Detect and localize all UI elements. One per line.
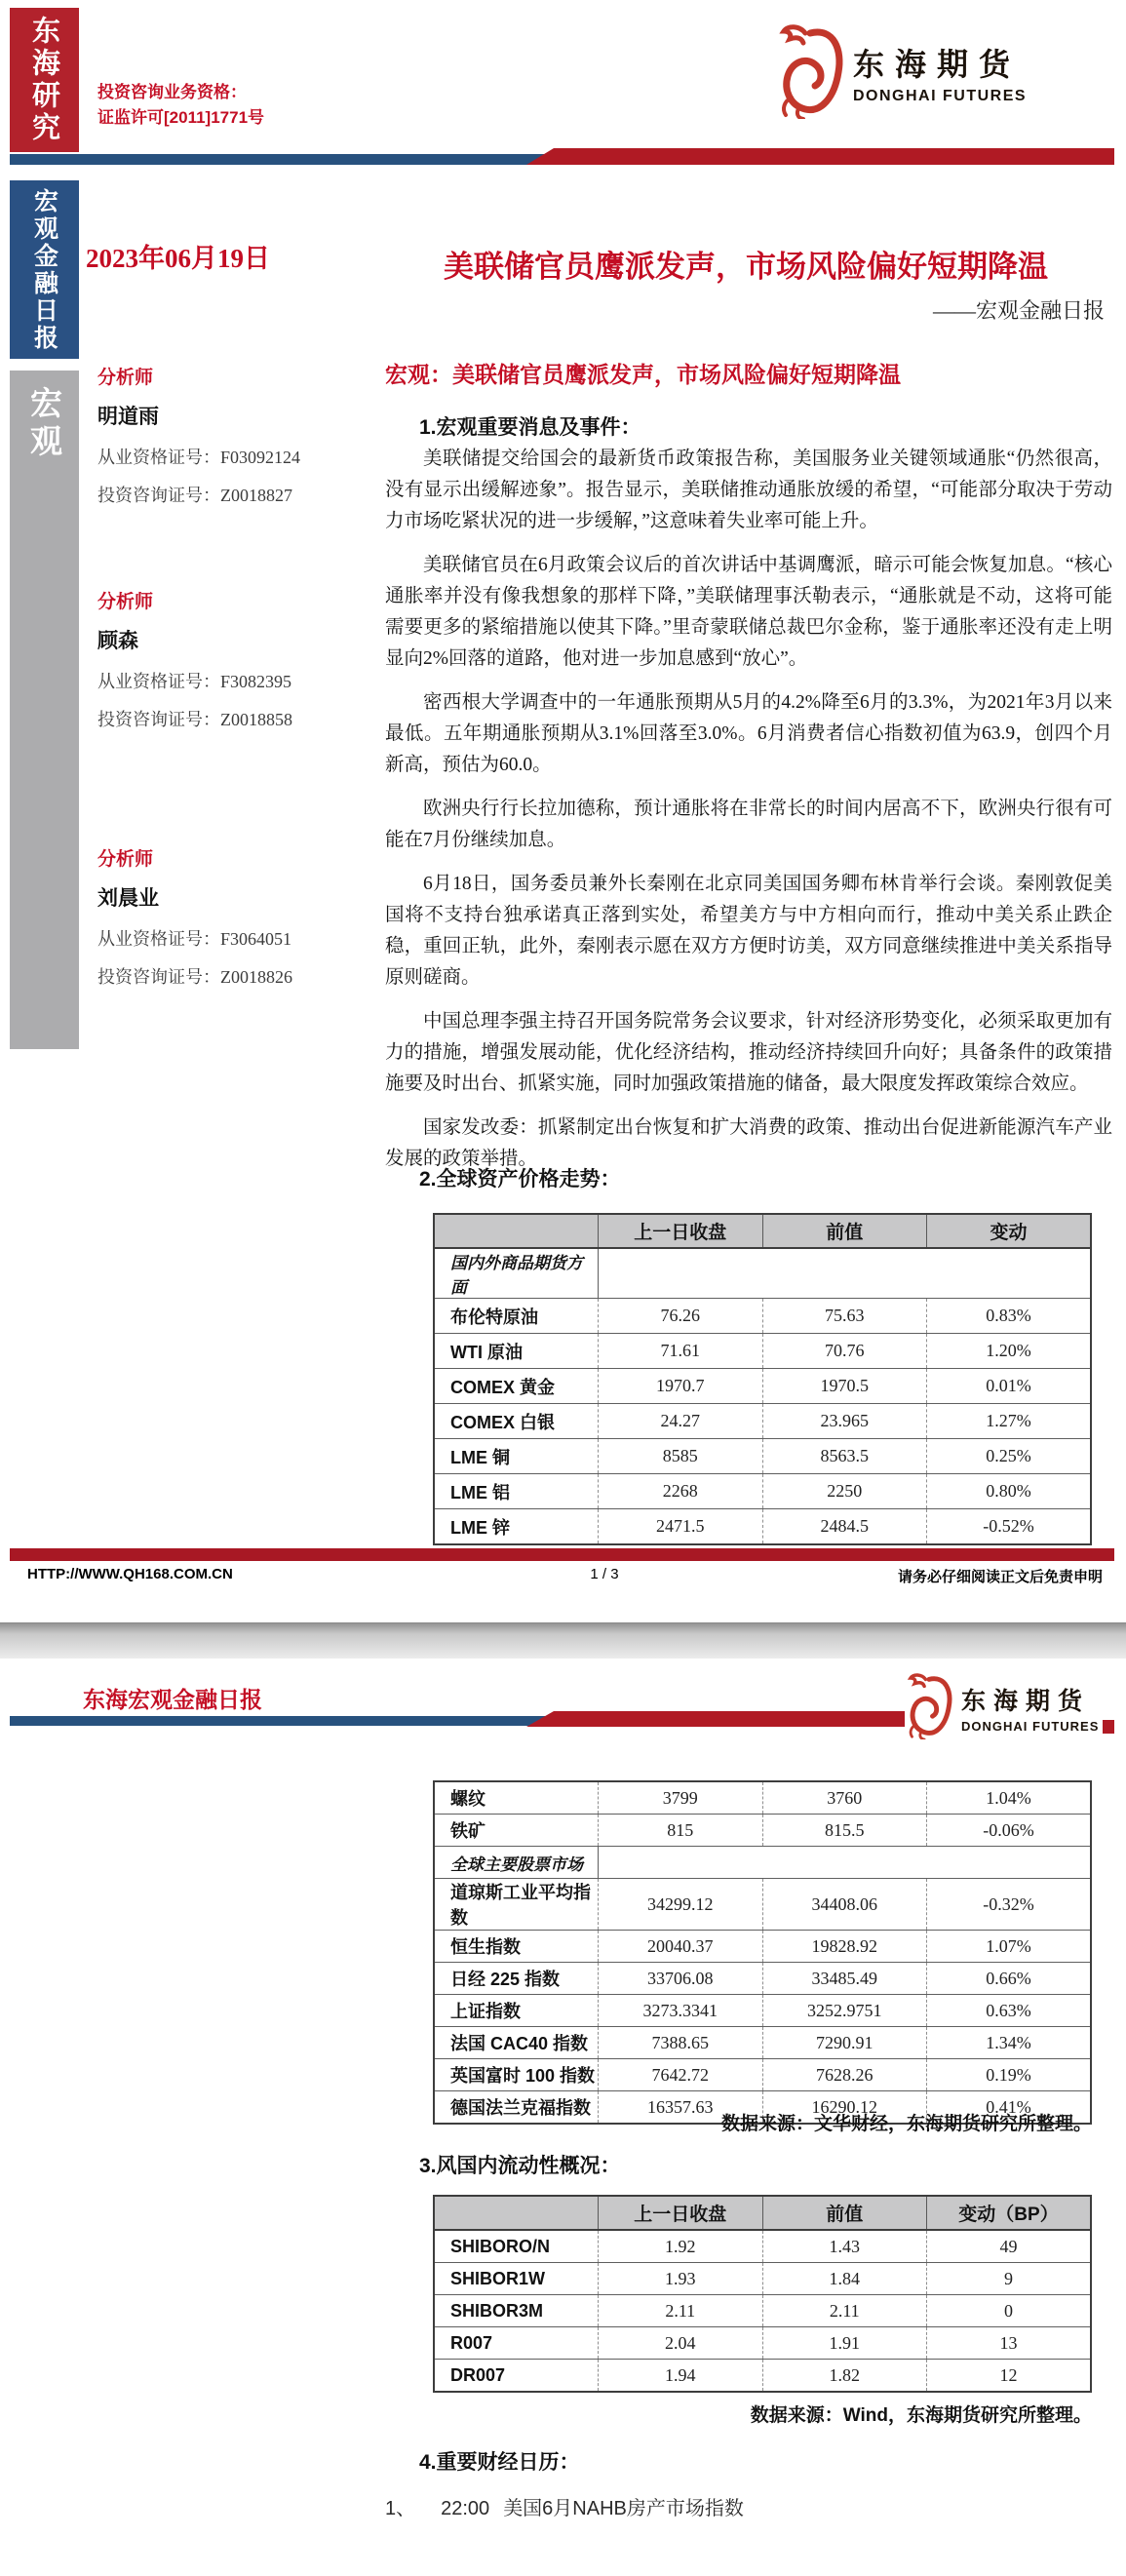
sidebar-category-label: 宏观 [26,386,62,462]
analyst-role-label: 分析师 [97,592,154,612]
row-value: 1.04% [927,1781,1092,1815]
table-row [434,2327,1091,2360]
body-paragraph: 密西根大学调查中的一年通胀预期从5月的4.2%降至6月的3.3%，为2021年3月以来最低。五年期通胀预期从3.1%回落至3.0%。6月消费者信心指数初值为63.9，创四个月新高，预估为60.0。 [385,692,1112,775]
company-logo [775,21,1027,124]
table-row [434,2360,1091,2393]
analyst-cert1: 从业资格证号：F03092124 [97,448,301,467]
section2-heading: 2.全球资产价格走势： [419,1168,621,1190]
section1-heading: 1.宏观重要消息及事件： [419,416,641,439]
macro-section-heading: 宏观：美联储官员鹰派发声，市场风险偏好短期降温 [385,362,901,387]
analyst-block [97,363,390,520]
row-value [762,1248,927,1299]
row-value: 1.43 [762,2230,927,2263]
row-value: 0.01% [927,1369,1092,1404]
row-label: SHIBORO/N [434,2230,599,2263]
row-label: LME 锌 [434,1509,599,1545]
row-value: 70.76 [762,1334,927,1369]
table-row [434,2027,1091,2059]
table-row [434,1879,1091,1931]
row-label: 铁矿 [434,1815,599,1847]
row-label: 全球主要股票市场 [434,1847,599,1879]
table-row [434,1439,1091,1474]
logo-chinese-name: 东海期货 [961,1689,1091,1715]
row-value: 19828.92 [762,1931,927,1963]
row-label: COMEX 白银 [434,1404,599,1439]
license-line1: 投资咨询业务资格： [97,83,247,101]
table-header-cell [434,2196,599,2230]
page-number: 1 / 3 [590,1566,619,1582]
footer-disclaimer: 请务必仔细阅读正文后免责申明 [897,1569,1103,1585]
row-value: 1.27% [927,1404,1092,1439]
row-label: 日经 225 指数 [434,1963,599,1995]
row-value: 1.92 [599,2230,763,2263]
table-row [434,1963,1091,1995]
row-value: 0 [927,2295,1092,2327]
body-paragraph: 中国总理李强主持召开国务院常务会议要求，针对经济形势变化，必须采取更加有力的措施，增强发展动能，优化经济结构，推动经济持续回升向好；具备条件的政策措施要及时出台、抓紧实施，同时加强政策措施的储备，最大限度发挥政策综合效应。 [385,1011,1112,1094]
row-label: 英国富时 100 指数 [434,2059,599,2091]
row-value: 1.94 [599,2360,763,2393]
table-header-cell: 上一日收盘 [599,1214,763,1248]
table-header-cell: 上一日收盘 [599,2196,763,2230]
table-row [434,1931,1091,1963]
header-bar-red [526,148,1114,165]
table-row [434,2230,1091,2263]
data-source-wind: 数据来源：Wind，东海期货研究所整理。 [750,2405,1092,2426]
row-value: 3799 [599,1781,763,1815]
row-value: 1.82 [762,2360,927,2393]
table-row [434,1369,1091,1404]
row-value: 76.26 [599,1299,763,1334]
row-value: 1.84 [762,2263,927,2295]
analyst-name: 刘晨业 [97,887,159,910]
logo-chinese-name: 东海期货 [853,47,1022,82]
body-paragraph: 美联储官员在6月政策会议后的首次讲话中基调鹰派，暗示可能会恢复加息。“核心通胀率并没有像我想象的那样下降，”美联储理事沃勒表示，“通胀就是不动，这将可能需要更多的紧缩措施以使其下降。”里奇蒙联储总裁巴尔金称，鉴于通胀率还没有走上明显向2%回落的道路，他对进一步加息感到“放心”。 [385,555,1112,669]
body-text [385,444,1112,1188]
sidebar-research-label: 东海研究 [28,16,59,144]
row-value: 12 [927,2360,1092,2393]
section4-heading: 4.重要财经日历： [419,2451,580,2474]
row-label: LME 铝 [434,1474,599,1509]
row-value: 1.91 [762,2327,927,2360]
license-block [97,80,264,131]
sidebar-report-type-banner [10,180,79,359]
row-value: 0.19% [927,2059,1092,2091]
table-section-row [434,1248,1091,1299]
row-value: 75.63 [762,1299,927,1334]
analyst-cert1: 从业资格证号：F3064051 [97,929,292,949]
analyst-cert2: 投资咨询证号：Z0018826 [97,967,292,987]
row-value: 3252.9751 [762,1995,927,2027]
row-value: 0.63% [927,1995,1092,2027]
row-value: 2471.5 [599,1509,763,1545]
row-value: 1.34% [927,2027,1092,2059]
row-value: 9 [927,2263,1092,2295]
row-value: 0.25% [927,1439,1092,1474]
row-value: 7628.26 [762,2059,927,2091]
row-label: SHIBOR3M [434,2295,599,2327]
row-value [927,1847,1092,1879]
row-value: 33485.49 [762,1963,927,1995]
table-row [434,1334,1091,1369]
table-header-cell: 变动（BP） [927,2196,1092,2230]
row-value: 49 [927,2230,1092,2263]
row-value: 33706.08 [599,1963,763,1995]
row-label: 布伦特原油 [434,1299,599,1334]
analyst-cert2: 投资咨询证号：Z0018827 [97,486,292,505]
table-header-row [434,1214,1091,1248]
row-value: 815 [599,1815,763,1847]
logo-english-name: DONGHAI FUTURES [961,1719,1114,1734]
footer-bar [10,1548,1114,1561]
row-value: 0.41% [927,2091,1092,2125]
calendar-item-time: 22:00 [441,2498,490,2519]
row-value: 23.965 [762,1404,927,1439]
body-paragraph: 国家发改委：抓紧制定出台恢复和扩大消费的政策、推动出台促进新能源汽车产业发展的政策举措。 [385,1117,1112,1169]
row-value: 13 [927,2327,1092,2360]
row-value: 0.80% [927,1474,1092,1509]
row-value: 815.5 [762,1815,927,1847]
analyst-role-label: 分析师 [97,849,154,870]
data-source-wenhua: 数据来源：文华财经，东海期货研究所整理。 [720,2114,1092,2134]
table-row [434,1815,1091,1847]
row-label: SHIBOR1W [434,2263,599,2295]
row-value: 2.04 [599,2327,763,2360]
page2-header-bar-red [526,1711,905,1727]
table-section-row [434,1847,1091,1879]
footer-url-link[interactable]: HTTP://WWW.QH168.COM.CN [27,1566,233,1582]
row-value: 20040.37 [599,1931,763,1963]
calendar-item-number: 1、 [385,2498,416,2519]
analyst-role-label: 分析师 [97,368,154,388]
table-row [434,1995,1091,2027]
row-value: 3760 [762,1781,927,1815]
table-row [434,1404,1091,1439]
sidebar-category-banner [10,371,79,1049]
analyst-name: 顾森 [97,630,138,652]
sidebar-report-type-label: 宏观金融日报 [30,187,58,352]
report-title: 美联储官员鹰派发声，市场风险偏好短期降温 [444,250,1048,284]
row-value: 8563.5 [762,1439,927,1474]
row-value: 2.11 [599,2295,763,2327]
row-value: 8585 [599,1439,763,1474]
body-paragraph: 美联储提交给国会的最新货币政策报告称，美国服务业关键领域通胀“仍然很高，没有显示出缓解迹象”。报告显示，美联储推动通胀放缓的希望，“可能部分取决于劳动力市场吃紧状况的进一步缓解，”这意味着失业率可能上升。 [385,449,1112,531]
row-value [927,1248,1092,1299]
global-assets-table [433,1213,1092,1545]
row-value: 71.61 [599,1334,763,1369]
row-value: 16357.63 [599,2091,763,2125]
table-header-cell: 变动 [927,1214,1092,1248]
page-separator [0,1622,1126,1659]
row-value: 7388.65 [599,2027,763,2059]
row-label: 恒生指数 [434,1931,599,1963]
row-value: 1970.7 [599,1369,763,1404]
logo-red-square [1103,1720,1114,1734]
row-value: 0.83% [927,1299,1092,1334]
page2-header-title: 东海宏观金融日报 [83,1687,262,1712]
table-header-row [434,2196,1091,2230]
analyst-name: 明道雨 [97,406,159,428]
row-value: 2484.5 [762,1509,927,1545]
row-value: 24.27 [599,1404,763,1439]
report-subtitle: ——宏观金融日报 [932,298,1105,323]
table-header-cell: 前值 [762,1214,927,1248]
company-logo-small [905,1671,1114,1744]
row-label: LME 铜 [434,1439,599,1474]
row-value: 1.20% [927,1334,1092,1369]
table-row [434,1781,1091,1815]
row-value: 7642.72 [599,2059,763,2091]
calendar-item [385,2492,744,2520]
body-paragraph: 6月18日，国务委员兼外长秦刚在北京同美国国务卿布林肯举行会谈。秦刚敦促美国将不支持台独承诺真正落到实处，希望美方与中方相向而行，推动中美关系止跌企稳，重回正轨，此外，秦刚表示愿在双方方便时访美，双方同意继续推进中美关系指导原则磋商。 [385,874,1112,988]
row-value: 34408.06 [762,1879,927,1931]
logo-english-name: DONGHAI FUTURES [853,88,1028,104]
row-value: 34299.12 [599,1879,763,1931]
row-value: 2268 [599,1474,763,1509]
analyst-cert1: 从业资格证号：F3082395 [97,672,292,691]
dragon-logo-icon [905,1671,953,1744]
dragon-logo-icon [775,21,845,124]
analyst-block [97,587,390,744]
row-value: -0.32% [927,1879,1092,1931]
table-row [434,1509,1091,1545]
row-label: DR007 [434,2360,599,2393]
row-value: 3273.3341 [599,1995,763,2027]
assets-table-continued [433,1780,1092,2125]
row-label: COMEX 黄金 [434,1369,599,1404]
table-header-cell: 前值 [762,2196,927,2230]
body-paragraph: 欧洲央行行长拉加德称，预计通胀将在非常长的时间内居高不下，欧洲央行很有可能在7月份继续加息。 [385,799,1112,850]
row-label: 螺纹 [434,1781,599,1815]
row-label: R007 [434,2327,599,2360]
row-value: 1.07% [927,1931,1092,1963]
row-value: 2.11 [762,2295,927,2327]
row-value [762,1847,927,1879]
row-value: 0.66% [927,1963,1092,1995]
row-value: -0.06% [927,1815,1092,1847]
row-label: 国内外商品期货方面 [434,1248,599,1299]
table-header-cell [434,1214,599,1248]
row-label: WTI 原油 [434,1334,599,1369]
liquidity-table [433,2195,1092,2393]
row-value [599,1847,763,1879]
row-value: -0.52% [927,1509,1092,1545]
table-row [434,1299,1091,1334]
section3-heading: 3.风国内流动性概况： [419,2155,621,2177]
row-value: 7290.91 [762,2027,927,2059]
header-bar-blue [10,154,551,165]
analyst-block [97,844,390,1001]
table-row [434,2295,1091,2327]
page2-header-bar-blue [10,1716,551,1726]
table-row [434,1474,1091,1509]
row-value [599,1248,763,1299]
calendar-item-text: 美国6月NAHB房产市场指数 [503,2498,744,2519]
license-line2: 证监许可[2011]1771号 [97,108,265,127]
row-value: 1970.5 [762,1369,927,1404]
table-row [434,2059,1091,2091]
row-label: 道琼斯工业平均指数 [434,1879,599,1931]
row-label: 德国法兰克福指数 [434,2091,599,2125]
report-date: 2023年06月19日 [86,244,270,273]
row-value: 2250 [762,1474,927,1509]
row-label: 上证指数 [434,1995,599,2027]
sidebar-research-banner [10,8,79,152]
table-row [434,2263,1091,2295]
row-value: 16290.12 [762,2091,927,2125]
analyst-cert2: 投资咨询证号：Z0018858 [97,710,292,729]
row-label: 法国 CAC40 指数 [434,2027,599,2059]
row-value: 1.93 [599,2263,763,2295]
